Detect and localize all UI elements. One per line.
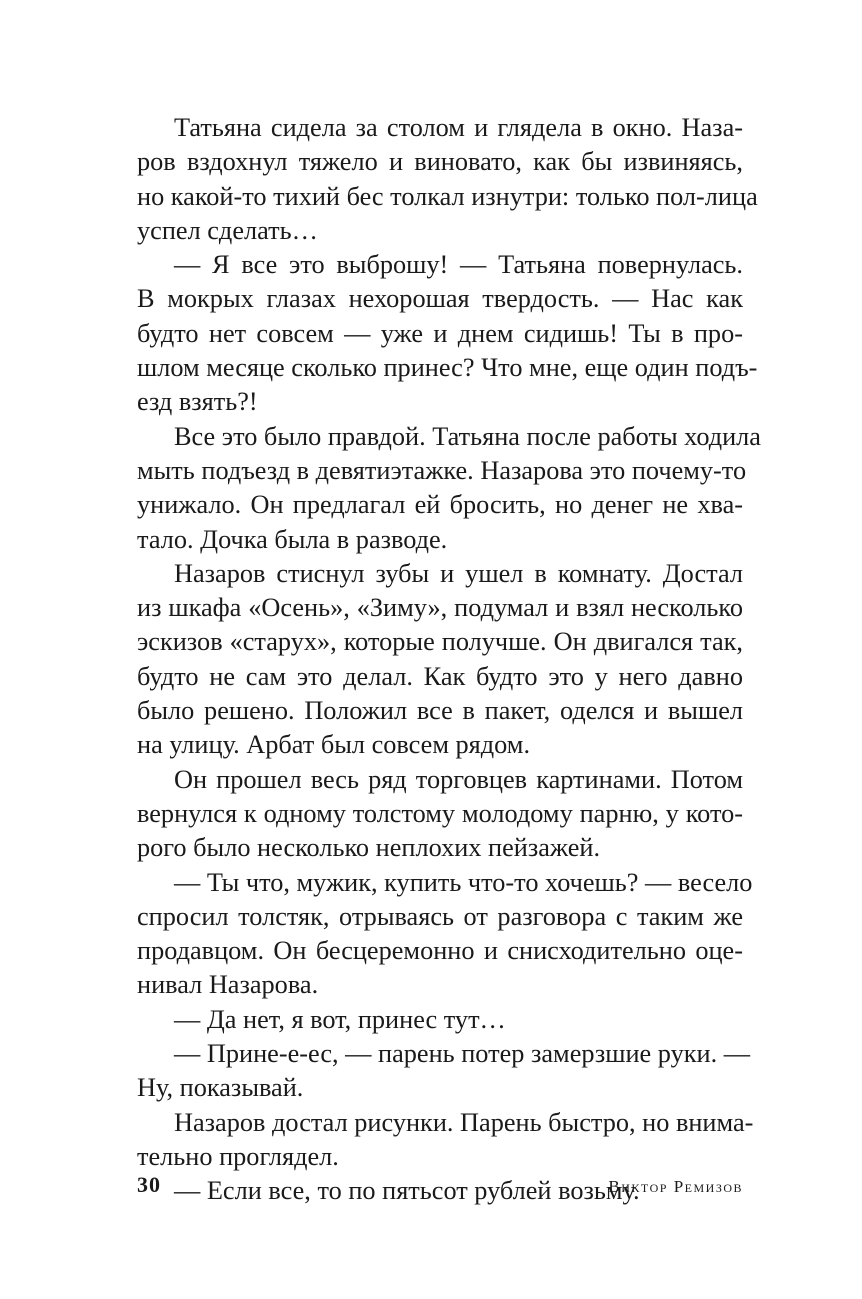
text-line: Он прошел весь ряд торговцев картинами. Потом <box>174 764 743 794</box>
text-line: из шкафа «Осень», «Зиму», подумал и взял несколько <box>137 593 743 623</box>
text-line: шлом месяце сколько принес? Что мне, еще один подъ- <box>137 353 758 383</box>
text-line: нивал Назарова. <box>137 970 319 1000</box>
text-line: успел сделать… <box>137 215 318 245</box>
text-line: рого было несколько неплохих пейзажей. <box>137 833 601 863</box>
text-line: вернулся к одному толстому молодому парню, у кото- <box>137 798 743 828</box>
text-line: — Да нет, я вот, принес тут… <box>174 1004 506 1034</box>
text-line: тельно проглядел. <box>137 1141 339 1171</box>
text-line: ров вздохнул тяжело и виновато, как бы извиняясь, <box>137 147 743 177</box>
text-line: продавцом. Он бесцеремонно и снисходительно оце- <box>137 936 743 966</box>
text-line: но какой-то тихий бес толкал изнутри: только пол-лица <box>137 181 758 211</box>
text-line: тало. Дочка была в разводе. <box>137 524 448 554</box>
text-line: — Ты что, мужик, купить что-то хочешь? — весело <box>174 867 753 897</box>
text-line: езд взять?! <box>137 387 258 417</box>
text-line: эскизов «старух», которые получше. Он двигался так, <box>137 627 743 657</box>
page-number: 30 <box>137 1172 161 1197</box>
text-line: будто нет совсем — уже и днем сидишь! Ты в про- <box>137 318 743 348</box>
text-line: унижало. Он предлагал ей бросить, но денег не хва- <box>137 490 743 520</box>
text-line: на улицу. Арбат был совсем рядом. <box>137 730 531 760</box>
text-line: В мокрых глазах нехорошая твердость. — Нас как <box>137 284 743 314</box>
text-line: Назаров стиснул зубы и ушел в комнату. Достал <box>174 558 743 588</box>
page-footer <box>137 1172 743 1206</box>
text-line: — Если все, то по пятьсот рублей возьму. <box>174 1176 640 1206</box>
text-line: Ну, показывай. <box>137 1073 304 1103</box>
text-line: будто не сам это делал. Как будто это у него давно <box>137 661 743 691</box>
text-line: Все это было правдой. Татьяна после работы ходила <box>174 421 761 451</box>
body-text <box>137 111 761 1209</box>
text-line: — Прине-е-ес, — парень потер замерзшие руки. — <box>174 1039 751 1069</box>
running-footer-author: Виктор Ремизов <box>608 1177 743 1196</box>
text-line: мыть подъезд в девятиэтажке. Назарова это почему-то <box>137 455 747 485</box>
text-line: было решено. Положил все в пакет, оделся и вышел <box>137 696 743 726</box>
text-line: спросил толстяк, отрываясь от разговора с таким же <box>137 901 743 931</box>
text-line: Назаров достал рисунки. Парень быстро, но внима- <box>174 1107 754 1137</box>
text-line: Татьяна сидела за столом и глядела в окно. Наза- <box>174 113 743 142</box>
text-line: — Я все это выброшу! — Татьяна повернулась. <box>174 250 743 280</box>
